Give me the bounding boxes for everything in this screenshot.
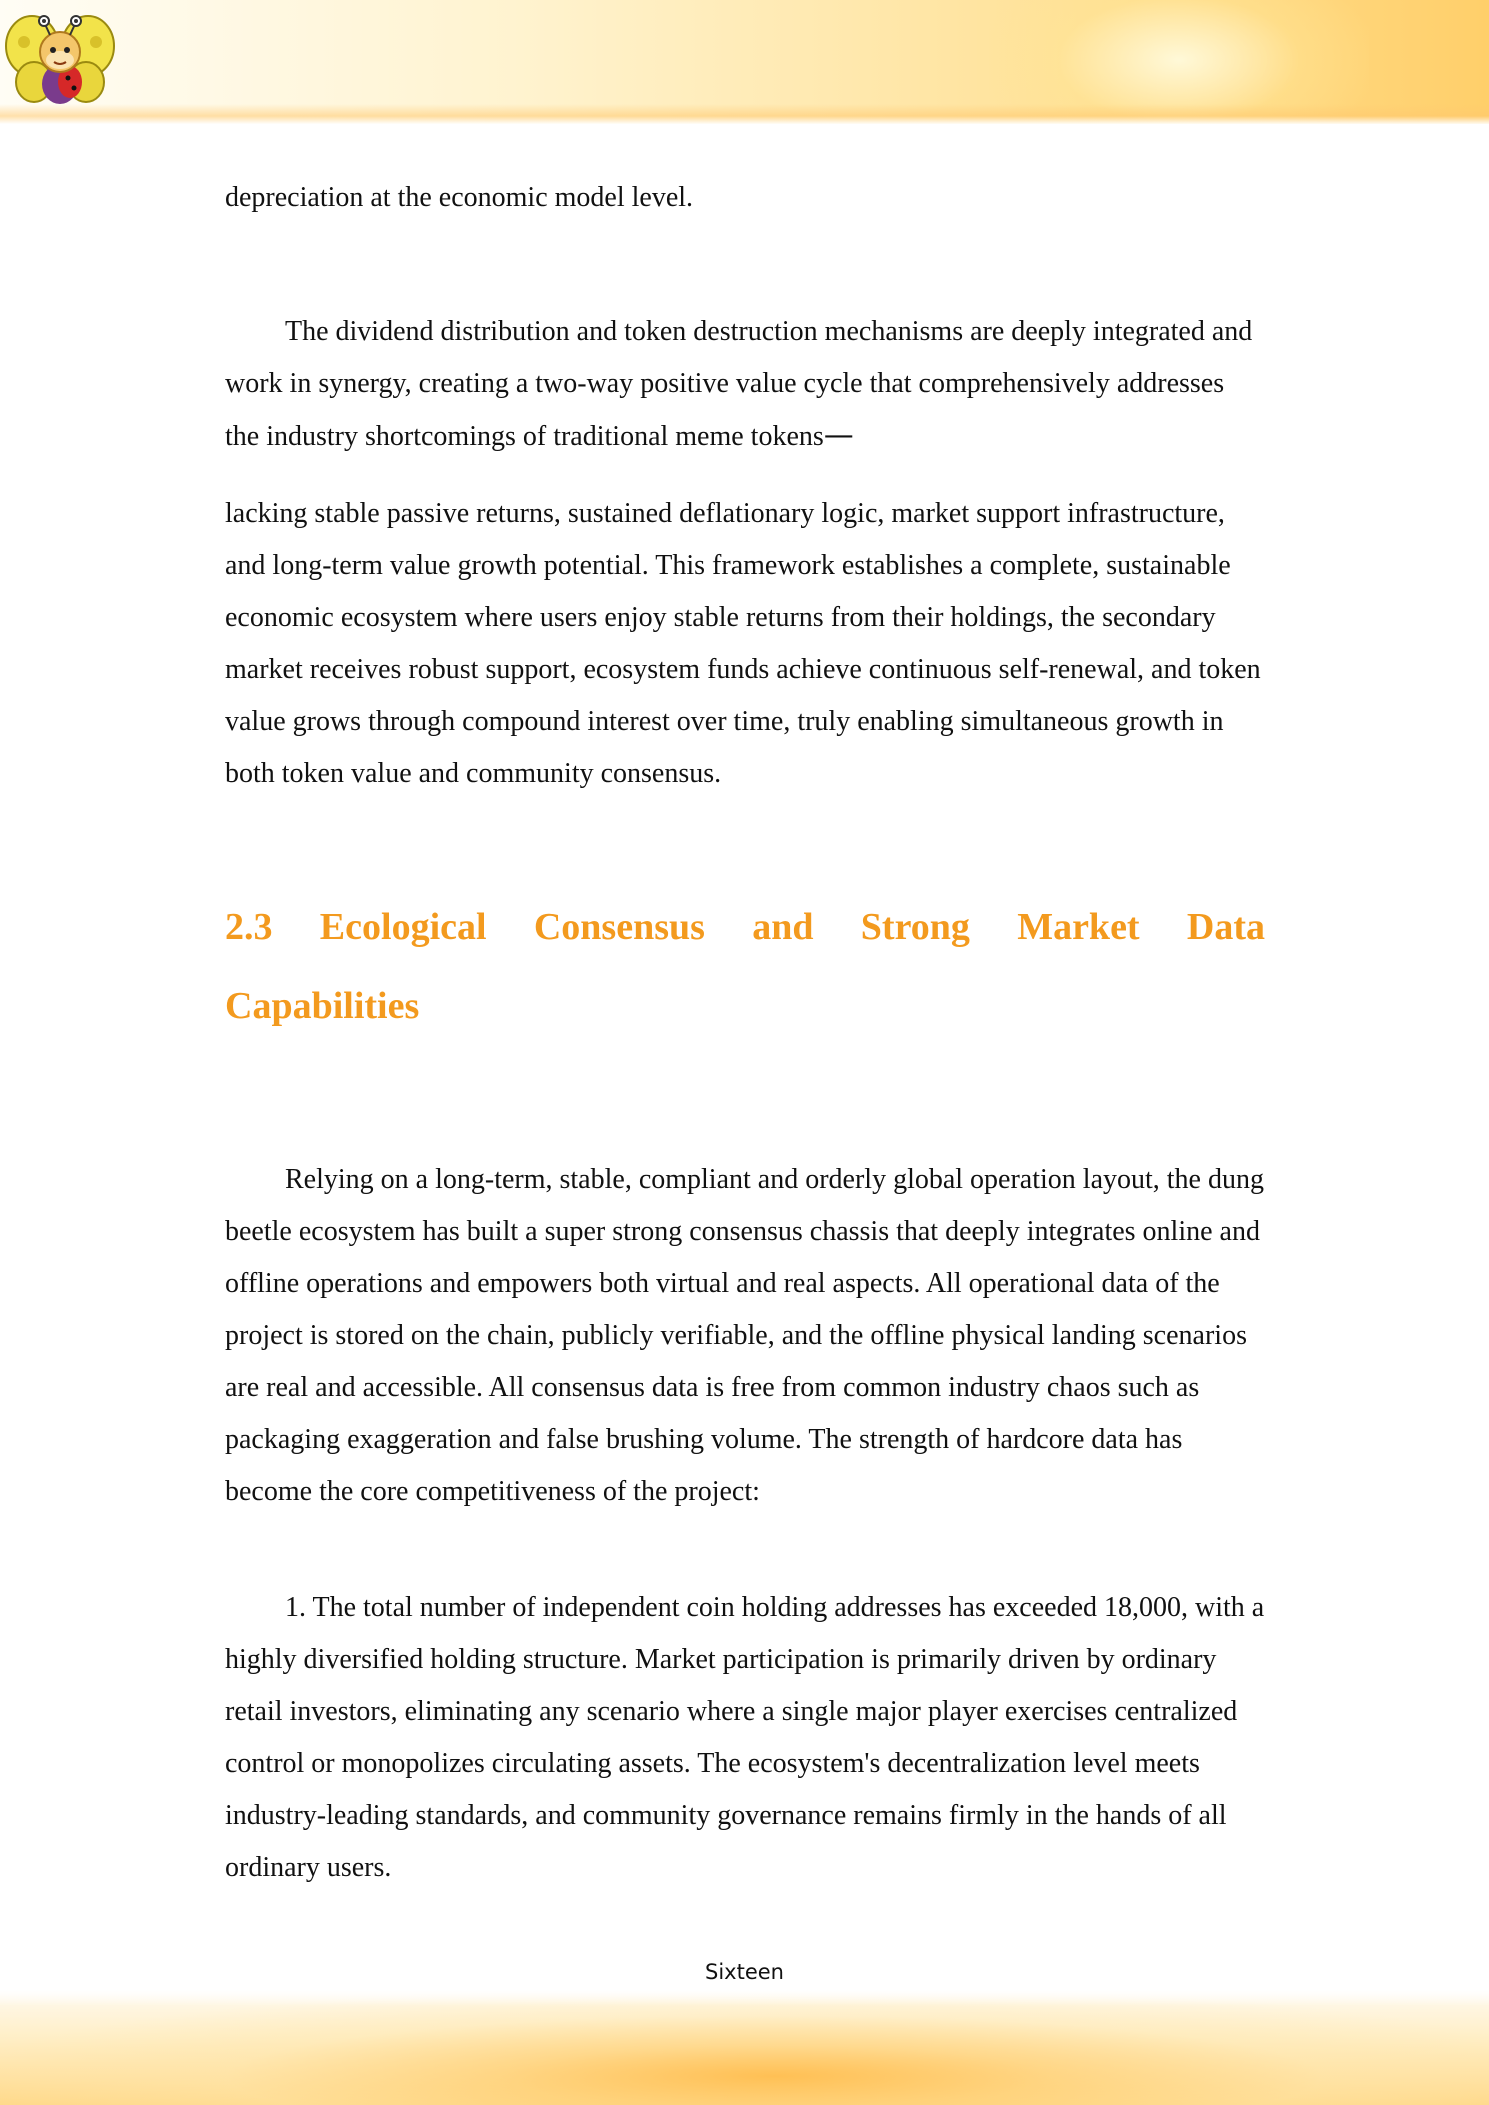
footer-banner	[0, 1990, 1489, 2105]
page-number: Sixteen	[705, 1960, 784, 1984]
header-banner	[0, 0, 1489, 124]
em-dash: —	[823, 418, 854, 453]
sun-glow-decoration	[989, 0, 1369, 124]
paragraph-dividend-distribution	[225, 306, 1265, 463]
section-heading	[225, 888, 1265, 1046]
paragraph-consensus-chassis: Relying on a long-term, stable, compliant and orderly global operation layout, the dung beetle ecosystem has built a super strong consensus chassis that deeply integrates online and offline operations and empowers both virtual and real aspects. All operational data of the project is stored on the chain, publicly verifiable, and the offline physical landing scenarios are real and accessible. All consensus data is free from common industry chaos such as packaging exaggeration and false brushing volume. The strength of hardcore data has become the core competitiveness of the project:	[225, 1164, 1264, 1507]
paragraph-holding-addresses: 1. The total number of independent coin holding addresses has exceeded 18,000, with a highly diversified holding structure. Market participation is primarily driven by ordinary retail investors, eliminating any scenario where a single major player exercises centralized control or monopolizes circulating assets. The ecosystem's decentralization level meets industry-leading standards, and community governance remains firmly in the hands of all ordinary users.	[225, 1592, 1265, 1883]
section-heading-line2: Capabilities	[225, 985, 420, 1027]
paragraph-dividend-continued: lacking stable passive returns, sustained deflationary logic, market support infrastructure, and long-term value growth potential. This framework establishes a complete, sustainable economic ecosystem where users enjoy stable returns from their holdings, the secondary market receives robust support, ecosystem funds achieve continuous self-renewal, and token value grows through compound interest over time, truly enabling simultaneous growth in both token value and community consensus.	[225, 498, 1261, 789]
paragraph-depreciation: depreciation at the economic model level.	[225, 182, 694, 213]
paragraph-dividend-text: The dividend distribution and token destruction mechanisms are deeply integrated and work in synergy, creating a two-way positive value cycle that comprehensively addresses the industry shortcomings of traditional meme tokens	[225, 316, 1253, 452]
section-heading-line1: 2.3 Ecological Consensus and Strong Market Data	[225, 906, 1265, 948]
butterfly-mascot-icon	[4, 8, 116, 108]
